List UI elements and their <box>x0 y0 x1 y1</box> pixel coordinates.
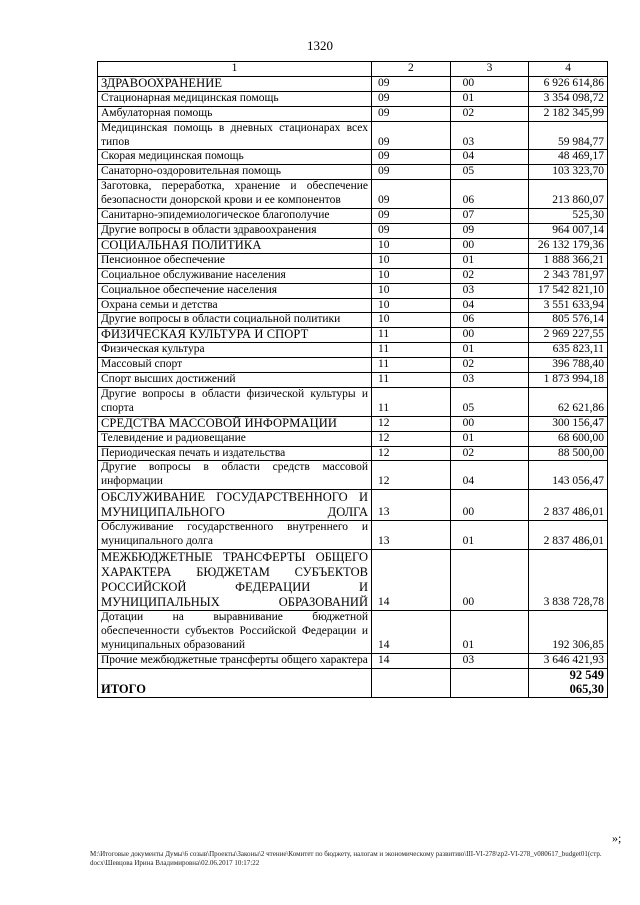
table-row <box>98 121 608 150</box>
row-amount: 17 542 821,10 <box>529 283 608 298</box>
row-subsection-code: 01 <box>450 253 529 268</box>
row-section-code: 09 <box>372 209 451 224</box>
row-name: МЕЖБЮДЖЕТНЫЕ ТРАНСФЕРТЫ ОБЩЕГО ХАРАКТЕРА БЮДЖЕТАМ СУБЪЕКТОВ РОССИЙСКОЙ ФЕДЕРАЦИИ И МУНИЦИПАЛЬНЫХ ОБРАЗОВАНИЙ <box>98 550 372 611</box>
row-subsection-code: 03 <box>450 373 529 388</box>
row-amount: 26 132 179,36 <box>529 238 608 253</box>
row-subsection-code: 04 <box>450 150 529 165</box>
row-section-code: 10 <box>372 298 451 313</box>
row-amount: 68 600,00 <box>529 431 608 446</box>
row-subsection-code: 03 <box>450 283 529 298</box>
budget-table-body <box>98 62 608 698</box>
row-section-code: 11 <box>372 343 451 358</box>
row-section-code: 13 <box>372 521 451 550</box>
row-subsection-code: 00 <box>450 76 529 91</box>
row-name: Медицинская помощь в дневных стационарах всех типов <box>98 121 372 150</box>
row-name: ОБСЛУЖИВАНИЕ ГОСУДАРСТВЕННОГО И МУНИЦИПАЛЬНОГО ДОЛГА <box>98 490 372 521</box>
row-name: Телевидение и радиовещание <box>98 431 372 446</box>
table-header-row <box>98 62 608 77</box>
row-section-code: 10 <box>372 283 451 298</box>
row-amount: 1 873 994,18 <box>529 373 608 388</box>
table-row <box>98 387 608 416</box>
table-row <box>98 343 608 358</box>
row-subsection-code: 04 <box>450 298 529 313</box>
row-name: Периодическая печать и издательства <box>98 446 372 461</box>
table-row <box>98 150 608 165</box>
row-amount: 396 788,40 <box>529 358 608 373</box>
row-name: СОЦИАЛЬНАЯ ПОЛИТИКА <box>98 238 372 253</box>
row-amount: 192 306,85 <box>529 611 608 654</box>
row-subsection-code: 01 <box>450 521 529 550</box>
row-amount: 300 156,47 <box>529 416 608 431</box>
row-name: Пенсионное обеспечение <box>98 253 372 268</box>
row-amount: 2 837 486,01 <box>529 490 608 521</box>
row-section-code: 09 <box>372 106 451 121</box>
section-row <box>98 490 608 521</box>
row-amount: 2 343 781,97 <box>529 268 608 283</box>
row-name: Массовый спорт <box>98 358 372 373</box>
row-amount: 805 576,14 <box>529 313 608 328</box>
row-subsection-code: 02 <box>450 358 529 373</box>
row-name: Стационарная медицинская помощь <box>98 91 372 106</box>
header-col-1: 1 <box>98 62 372 77</box>
row-name: Другие вопросы в области физической культуры и спорта <box>98 387 372 416</box>
table-row <box>98 223 608 238</box>
row-name: ЗДРАВООХРАНЕНИЕ <box>98 76 372 91</box>
closing-quote: »; <box>612 831 622 845</box>
row-name: Другие вопросы в области социальной политики <box>98 313 372 328</box>
row-name: Прочие межбюджетные трансферты общего характера <box>98 653 372 668</box>
row-name: ФИЗИЧЕСКАЯ КУЛЬТУРА И СПОРТ <box>98 328 372 343</box>
row-amount: 2 969 227,55 <box>529 328 608 343</box>
row-amount: 3 838 728,78 <box>529 550 608 611</box>
row-amount: 62 621,86 <box>529 387 608 416</box>
table-row <box>98 209 608 224</box>
row-section-code: 12 <box>372 461 451 490</box>
row-section-code: 11 <box>372 387 451 416</box>
row-amount: 213 860,07 <box>529 180 608 209</box>
row-subsection-code: 02 <box>450 268 529 283</box>
row-subsection-code: 01 <box>450 431 529 446</box>
row-section-code: 10 <box>372 253 451 268</box>
row-amount: 1 888 366,21 <box>529 253 608 268</box>
row-section-code: 11 <box>372 328 451 343</box>
row-subsection-code: 07 <box>450 209 529 224</box>
table-row <box>98 521 608 550</box>
row-name: Спорт высших достижений <box>98 373 372 388</box>
row-section-code: 14 <box>372 653 451 668</box>
row-section-code: 14 <box>372 611 451 654</box>
table-row <box>98 106 608 121</box>
row-amount: 3 646 421,93 <box>529 653 608 668</box>
row-section-code: 14 <box>372 550 451 611</box>
row-section-code: 10 <box>372 238 451 253</box>
row-subsection-code: 05 <box>450 387 529 416</box>
row-subsection-code: 09 <box>450 223 529 238</box>
row-subsection-code: 00 <box>450 416 529 431</box>
row-section-code: 10 <box>372 268 451 283</box>
row-subsection-code: 01 <box>450 91 529 106</box>
row-subsection-code: 06 <box>450 180 529 209</box>
row-subsection-code: 06 <box>450 313 529 328</box>
row-subsection-code: 03 <box>450 121 529 150</box>
row-name: Охрана семьи и детства <box>98 298 372 313</box>
row-amount: 635 823,11 <box>529 343 608 358</box>
table-row <box>98 446 608 461</box>
table-row <box>98 268 608 283</box>
row-subsection-code: 02 <box>450 446 529 461</box>
row-subsection-code: 00 <box>450 238 529 253</box>
table-row <box>98 611 608 654</box>
row-amount: 6 926 614,86 <box>529 76 608 91</box>
total-row <box>98 668 608 697</box>
row-subsection-code: 00 <box>450 328 529 343</box>
table-row <box>98 461 608 490</box>
table-row <box>98 180 608 209</box>
row-name: Социальное обеспечение населения <box>98 283 372 298</box>
row-section-code: 10 <box>372 313 451 328</box>
row-amount: 88 500,00 <box>529 446 608 461</box>
section-row <box>98 416 608 431</box>
row-amount: 2 182 345,99 <box>529 106 608 121</box>
table-row <box>98 431 608 446</box>
row-section-code: 12 <box>372 431 451 446</box>
row-subsection-code: 00 <box>450 490 529 521</box>
row-name: Обслуживание государственного внутреннего и муниципального долга <box>98 521 372 550</box>
row-section-code: 09 <box>372 150 451 165</box>
row-subsection-code: 02 <box>450 106 529 121</box>
row-amount: 3 551 633,94 <box>529 298 608 313</box>
row-section-code: 09 <box>372 121 451 150</box>
row-subsection-code: 01 <box>450 343 529 358</box>
row-amount: 3 354 098,72 <box>529 91 608 106</box>
section-row <box>98 76 608 91</box>
row-section-code: 13 <box>372 490 451 521</box>
table-row <box>98 283 608 298</box>
table-row <box>98 298 608 313</box>
row-name: Другие вопросы в области средств массовой информации <box>98 461 372 490</box>
row-name: Другие вопросы в области здравоохранения <box>98 223 372 238</box>
row-name: Скорая медицинская помощь <box>98 150 372 165</box>
row-amount: 59 984,77 <box>529 121 608 150</box>
row-name: Заготовка, переработка, хранение и обеспечение безопасности донорской крови и ее компонентов <box>98 180 372 209</box>
page-number: 1320 <box>307 38 333 53</box>
section-row <box>98 550 608 611</box>
section-row <box>98 328 608 343</box>
budget-table <box>97 61 608 698</box>
row-section-code: 11 <box>372 358 451 373</box>
row-name: Санаторно-оздоровительная помощь <box>98 165 372 180</box>
row-section-code: 09 <box>372 223 451 238</box>
table-row <box>98 253 608 268</box>
row-subsection-code: 01 <box>450 611 529 654</box>
row-subsection-code: 00 <box>450 550 529 611</box>
header-col-2: 2 <box>372 62 451 77</box>
row-section-code: 09 <box>372 180 451 209</box>
row-name: Социальное обслуживание населения <box>98 268 372 283</box>
row-amount: 48 469,17 <box>529 150 608 165</box>
row-name: Санитарно-эпидемиологическое благополучие <box>98 209 372 224</box>
row-amount: 525,30 <box>529 209 608 224</box>
total-amount: 92 549 065,30 <box>529 668 608 697</box>
row-amount: 964 007,14 <box>529 223 608 238</box>
row-name: СРЕДСТВА МАССОВОЙ ИНФОРМАЦИИ <box>98 416 372 431</box>
header-col-4: 4 <box>529 62 608 77</box>
row-amount: 103 323,70 <box>529 165 608 180</box>
total-label: ИТОГО <box>98 668 372 697</box>
footer-file-path: M:\Итоговые документы Думы\6 созыв\Проекты\Законы\2 чтение\Комитет по бюджету, налогам и экономическому развитию\III-VI-278\zp2-VI-278_v080617_budget01(стр. docx\Шевцова Ирина Владимировна\02.06.2017 10:17:22 <box>90 850 602 867</box>
row-subsection-code: 03 <box>450 653 529 668</box>
row-section-code: 09 <box>372 91 451 106</box>
row-subsection-code: 05 <box>450 165 529 180</box>
section-row <box>98 238 608 253</box>
row-section-code: 12 <box>372 446 451 461</box>
row-section-code: 09 <box>372 76 451 91</box>
row-section-code: 09 <box>372 165 451 180</box>
table-row <box>98 358 608 373</box>
table-row <box>98 373 608 388</box>
header-col-3: 3 <box>450 62 529 77</box>
table-row <box>98 91 608 106</box>
row-amount: 143 056,47 <box>529 461 608 490</box>
row-section-code: 11 <box>372 373 451 388</box>
total-empty-cell <box>450 668 529 697</box>
table-row <box>98 653 608 668</box>
row-section-code: 12 <box>372 416 451 431</box>
table-row <box>98 165 608 180</box>
row-subsection-code: 04 <box>450 461 529 490</box>
table-row <box>98 313 608 328</box>
total-empty-cell <box>372 668 451 697</box>
row-name: Физическая культура <box>98 343 372 358</box>
row-name: Дотации на выравнивание бюджетной обеспеченности субъектов Российской Федерации и муниципальных образований <box>98 611 372 654</box>
row-name: Амбулаторная помощь <box>98 106 372 121</box>
row-amount: 2 837 486,01 <box>529 521 608 550</box>
